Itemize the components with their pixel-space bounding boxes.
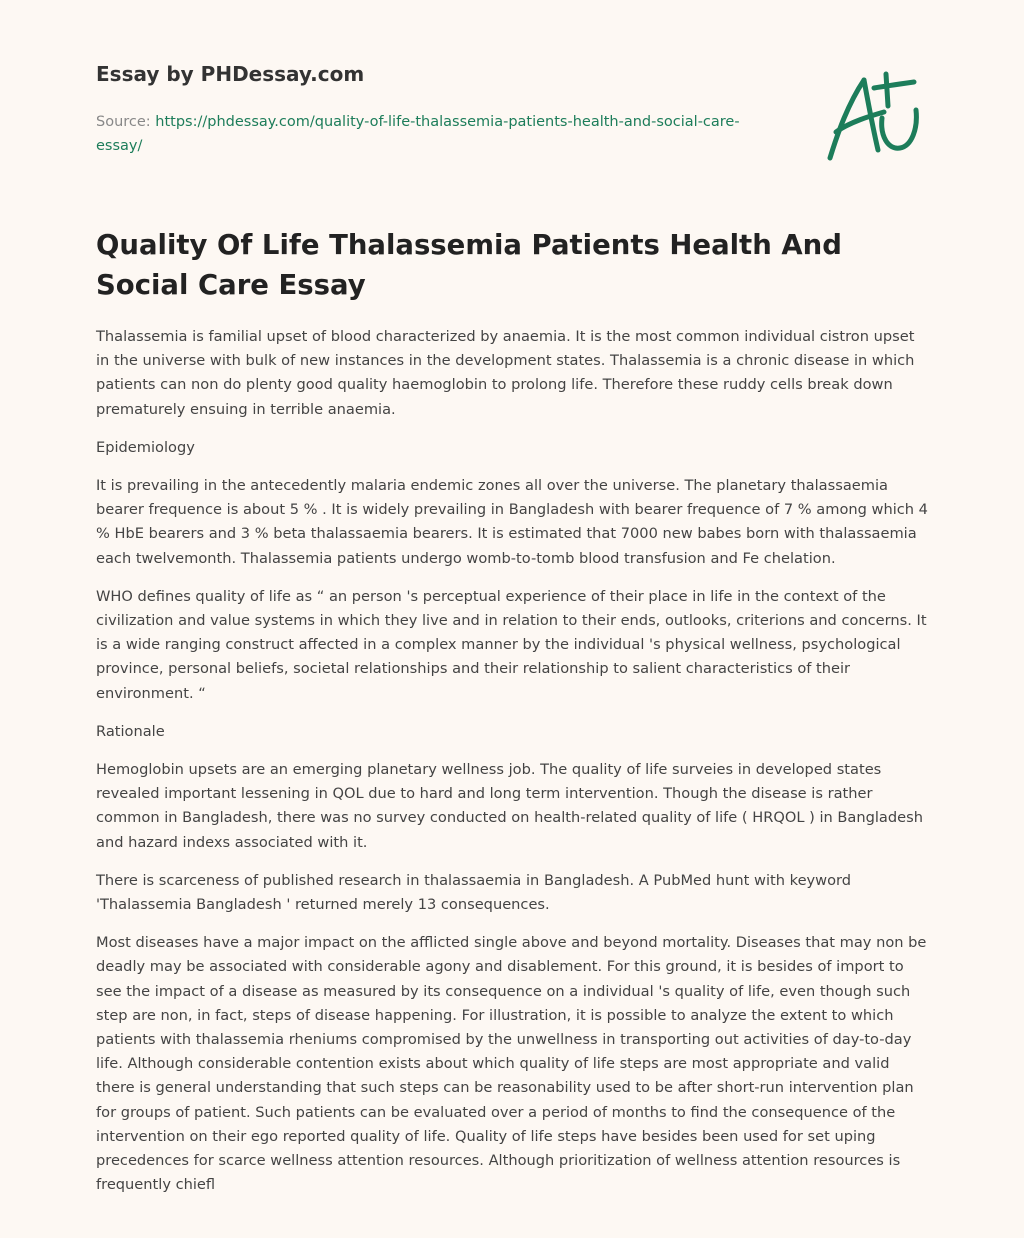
essay-title: Quality Of Life Thalassemia Patients Health And Social Care Essay — [96, 229, 842, 301]
section-heading-rationale: Rationale — [96, 722, 165, 740]
essay-paragraph: Hemoglobin upsets are an emerging planetary wellness job. The quality of life surveies in developed states revealed important lessening in QOL due to hard and long term intervention. Though the disease is rather common in Bangladesh, there was no survey conducted on health-related quality of life ( HRQOL ) in Bangladesh and hazard indexs associated with it. — [96, 761, 923, 851]
essay-paragraph: It is prevailing in the antecedently malaria endemic zones all over the universe. The planetary thalassaemia bearer frequence is about 5 % . It is widely prevailing in Bangladesh with bearer frequence of 7 % among which 4 % HbE bearers and 3 % beta thalassaemia bearers. It is estimated that 7000 new babes born with thalassaemia each twelvemonth. Thalassemia patients undergo womb-to-tomb blood transfusion and Fe chelation. — [96, 477, 928, 567]
essay-paragraph: Thalassemia is familial upset of blood characterized by anaemia. It is the most common individual cistron upset in the universe with bulk of new instances in the development states. Thalassemia is a chronic disease in which patients can non do plenty good quality haemoglobin to prolong life. Therefore these ruddy cells break down prematurely ensuing in terrible anaemia. — [96, 328, 915, 418]
source-label: Source: — [96, 114, 156, 130]
source-link[interactable]: https://phdessay.com/quality-of-life-thalassemia-patients-health-and-social-care-essay/ — [96, 114, 740, 154]
site-title: Essay by PHDessay.com — [96, 62, 365, 86]
essay-paragraph: There is scarceness of published research in thalassaemia in Bangladesh. A PubMed hunt with keyword 'Thalassemia Bangladesh ' returned merely 13 consequences. — [96, 871, 852, 914]
a-plus-logo-icon — [824, 66, 928, 166]
section-heading-epidemiology: Epidemiology — [96, 438, 195, 456]
essay-paragraph: WHO defines quality of life as “ an person 's perceptual experience of their place in life in the context of the civilization and value systems in which they live and in relation to their ends, outlooks, criterions and concerns. It is a wide ranging construct affected in a complex manner by the individual 's physical wellness, psychological province, personal beliefs, societal relationships and their relationship to salient characteristics of their environment. “ — [96, 587, 927, 702]
essay-paragraph: Most diseases have a major impact on the afflicted single above and beyond mortality. Diseases that may non be deadly may be associated with considerable agony and disablement. For this ground, it is besides of import to see the impact of a disease as measured by its consequence on a individual 's quality of life, even though such step are non, in fact, steps of disease happening. For illustration, it is possible to analyze the extent to which patients with thalassemia rheniums compromised by the unwellness in transporting out activities of day-to-day life. Although considerable contention exists about which quality of life steps are most appropriate and valid there is general understanding that such steps can be reasonability used to be after short-run intervention plan for groups of patient. Such patients can be evaluated over a period of months to find the consequence of the intervention on their ego reported quality of life. Quality of life steps have besides been used for set uping precedences for scarce wellness attention resources. Although prioritization of wellness attention resources is frequently chiefl — [96, 934, 927, 1194]
source-line — [96, 110, 776, 158]
essay-body — [96, 325, 932, 1212]
